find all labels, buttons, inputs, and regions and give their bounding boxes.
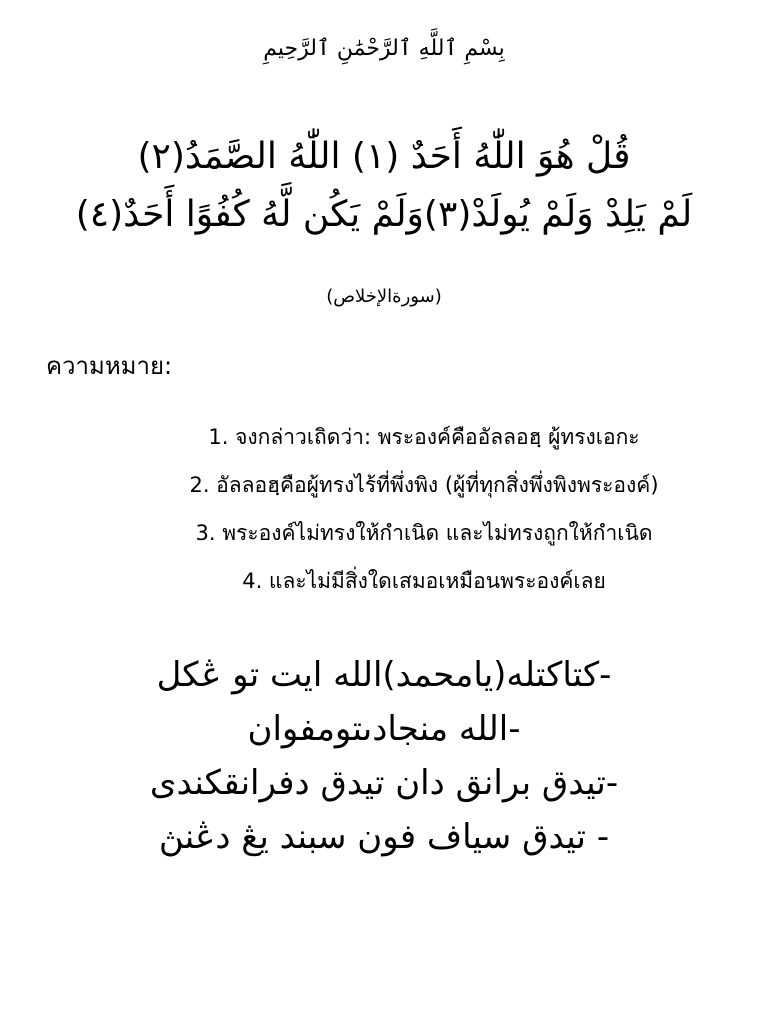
meaning-heading: ความหมาย:: [46, 352, 173, 380]
surah-verses: [10, 128, 758, 244]
jawi-translation: [60, 648, 708, 864]
meaning-item: 4. และไม่มีสิ่งใดเสมอเหมือนพระองค์เลย: [242, 569, 606, 593]
jawi-line: -الله منجادىتومفوان: [247, 709, 521, 749]
meaning-item: 2. อัลลอฮฺคือผู้ทรงไร้ที่พึ่งพิง (ผู้ที่ทุกสิ่งพึ่งพิงพระองค์): [189, 473, 659, 497]
meaning-list: [100, 418, 748, 610]
jawi-line: -كتاكتله(يامحمد)الله ايت تو ڠكل: [156, 655, 612, 695]
meaning-item: 1. จงกล่าวเถิดว่า: พระองค์คืออัลลอฮฺ ผู้ทรงเอกะ: [208, 425, 640, 449]
bismillah-heading: بِسْمِ ٱللَّهِ ٱلرَّحْمَٰنِ ٱلرَّحِيمِ: [263, 36, 505, 61]
jawi-line: -تيدق برانق دان تيدق دفرانقكندى: [149, 763, 619, 803]
meaning-item: 3. พระองค์ไม่ทรงให้กำเนิด และไม่ทรงถูกให้กำเนิด: [195, 521, 653, 545]
verse-line: قُلْ هُوَ اللّٰهُ أَحَدٌ (١) اللّٰهُ الصَّمَدُ(٢): [137, 136, 631, 177]
surah-name: (سورةالإخلاص): [326, 286, 442, 307]
jawi-line: - تيدق سياف فون سبند يڠ دڠنڽ: [158, 817, 610, 857]
verse-line: لَمْ يَلِدْ وَلَمْ يُولَدْ(٣)وَلَمْ يَكُن لَّهُ كُفُوًا أَحَدٌ(٤): [75, 194, 693, 235]
